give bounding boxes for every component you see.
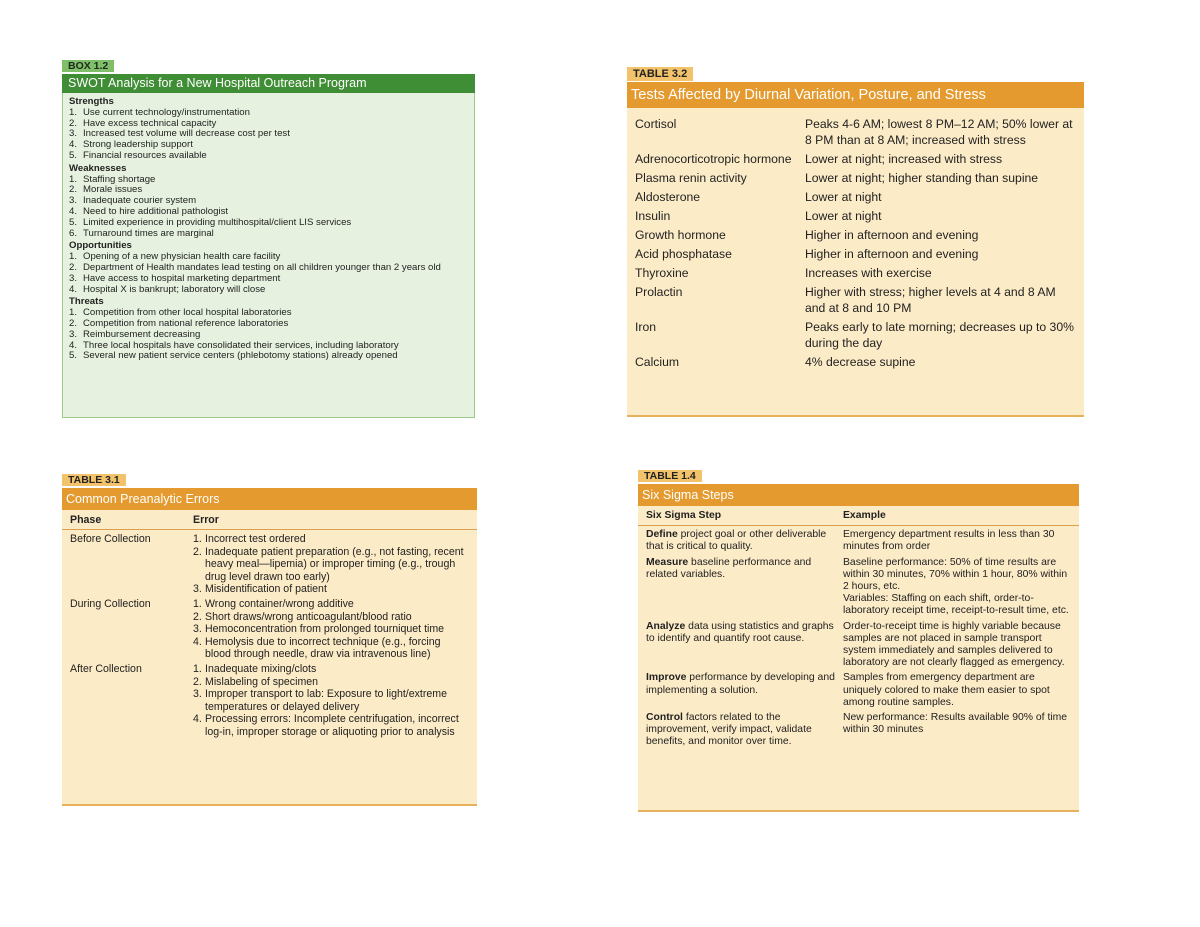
table-tag: TABLE 3.1 bbox=[62, 474, 126, 486]
example-text: Order-to-receipt time is highly variable because samples are not placed in sample transport system immediately and samples delivered to laboratory are not clearly flagged as emergency. bbox=[843, 620, 1065, 669]
item-number: 3. bbox=[193, 688, 202, 701]
item-number: 4. bbox=[69, 339, 78, 351]
test-name: Insulin bbox=[635, 209, 671, 223]
item-number: 3. bbox=[69, 195, 78, 207]
list-item bbox=[69, 151, 468, 162]
swot-list bbox=[69, 175, 468, 240]
example-text: Emergency department results in less than 30 minutes from order bbox=[843, 529, 1055, 553]
error-cell bbox=[193, 598, 477, 660]
list-item bbox=[193, 663, 469, 675]
column-header-error: Error bbox=[193, 514, 219, 526]
table-groups bbox=[62, 533, 477, 738]
item-number: 2. bbox=[193, 545, 202, 558]
item-number: 4. bbox=[69, 205, 78, 217]
table-title: Common Preanalytic Errors bbox=[62, 488, 477, 510]
list-item bbox=[193, 713, 469, 738]
item-number: 3. bbox=[193, 623, 202, 636]
list-item bbox=[69, 218, 468, 229]
table-row bbox=[635, 354, 1078, 370]
example-text: New performance: Results available 90% of time within 30 minutes bbox=[843, 712, 1068, 736]
list-item bbox=[69, 274, 468, 285]
list-item bbox=[193, 583, 469, 595]
item-text: Misidentification of patient bbox=[205, 583, 327, 596]
item-number: 2. bbox=[69, 261, 78, 273]
table-row bbox=[638, 672, 1079, 709]
table-tag: TABLE 3.2 bbox=[627, 67, 693, 81]
table-row bbox=[638, 621, 1079, 670]
step-cell bbox=[646, 557, 843, 618]
table-row bbox=[635, 319, 1078, 351]
table-row bbox=[635, 208, 1078, 224]
six-sigma-table bbox=[638, 466, 1079, 812]
test-name: Thyroxine bbox=[635, 266, 689, 280]
item-number: 4. bbox=[193, 713, 202, 726]
step-description: data using statistics and graphs to identify and quantify root cause. bbox=[646, 620, 834, 644]
step-keyword: Analyze bbox=[646, 620, 686, 632]
item-text: Mislabeling of specimen bbox=[205, 675, 319, 688]
item-number: 1. bbox=[193, 663, 202, 676]
list-item bbox=[193, 688, 469, 713]
item-number: 3. bbox=[69, 328, 78, 340]
test-name: Aldosterone bbox=[635, 190, 701, 204]
error-cell bbox=[193, 663, 477, 737]
item-number: 3. bbox=[69, 128, 78, 140]
step-keyword: Define bbox=[646, 529, 678, 541]
table-row bbox=[638, 712, 1079, 749]
error-cell bbox=[193, 533, 477, 595]
step-cell bbox=[646, 712, 843, 749]
table-row bbox=[635, 170, 1078, 186]
step-description: performance by developing and implementing a solution. bbox=[646, 672, 835, 696]
swot-section-heading: Strengths bbox=[69, 96, 114, 107]
table-row bbox=[62, 533, 477, 595]
item-text: Turnaround times are marginal bbox=[83, 227, 214, 239]
table-row bbox=[62, 663, 477, 737]
item-text: Inadequate courier system bbox=[83, 195, 197, 207]
item-text: Hospital X is bankrupt; laboratory will close bbox=[83, 283, 266, 295]
step-keyword: Control bbox=[646, 712, 683, 724]
item-number: 6. bbox=[69, 227, 78, 239]
item-number: 4. bbox=[69, 139, 78, 151]
item-text: Staffing shortage bbox=[83, 173, 156, 185]
six-sigma-table-body bbox=[638, 506, 1079, 812]
swot-section-heading: Opportunities bbox=[69, 240, 132, 252]
item-number: 4. bbox=[69, 283, 78, 295]
item-text: Short draws/wrong anticoagulant/blood ratio bbox=[205, 610, 412, 623]
test-effect: Higher with stress; higher levels at 4 and 8 AM and at 8 and 10 PM bbox=[805, 285, 1056, 315]
item-number: 5. bbox=[69, 216, 78, 228]
table-row bbox=[638, 557, 1079, 618]
item-text: Competition from other local hospital laboratories bbox=[83, 307, 292, 319]
table-title: Tests Affected by Diurnal Variation, Posture, and Stress bbox=[627, 82, 1084, 108]
item-text: Processing errors: Incomplete centrifugation, incorrect log-in, improper storage or aliquoting prior to analysis bbox=[205, 713, 459, 738]
step-description: baseline performance and related variables. bbox=[646, 556, 812, 580]
test-effect: Increases with exercise bbox=[805, 266, 932, 280]
item-number: 5. bbox=[69, 149, 78, 161]
table-header-row bbox=[638, 506, 1079, 526]
item-text: Hemolysis due to incorrect technique (e.g., forcing blood through needle, draw via intravenous line) bbox=[205, 635, 441, 661]
swot-body bbox=[62, 93, 475, 418]
step-cell bbox=[646, 621, 843, 670]
item-text: Inadequate patient preparation (e.g., not fasting, recent heavy meal—lipemia) or improper timing (e.g., trough drug level drawn too early) bbox=[205, 545, 464, 583]
item-text: Three local hospitals have consolidated their services, including laboratory bbox=[83, 339, 399, 351]
list-item bbox=[193, 533, 469, 545]
item-text: Have access to hospital marketing department bbox=[83, 272, 281, 284]
item-text: Use current technology/instrumentation bbox=[83, 106, 250, 118]
list-item bbox=[193, 611, 469, 623]
table-row bbox=[635, 151, 1078, 167]
example-cell bbox=[843, 557, 1079, 618]
preanalytic-table-body bbox=[62, 510, 477, 806]
item-number: 2. bbox=[69, 117, 78, 129]
test-name: Acid phosphatase bbox=[635, 247, 732, 261]
item-number: 1. bbox=[69, 251, 78, 263]
step-description: project goal or other deliverable that is critical to quality. bbox=[646, 529, 827, 553]
test-effect: Lower at night bbox=[805, 190, 882, 204]
item-text: Need to hire additional pathologist bbox=[83, 205, 229, 217]
item-text: Several new patient service centers (phlebotomy stations) already opened bbox=[83, 350, 398, 362]
box-tag: BOX 1.2 bbox=[62, 60, 114, 72]
table-row bbox=[62, 598, 477, 660]
table-row bbox=[638, 529, 1079, 553]
swot-list bbox=[69, 308, 468, 362]
table-row bbox=[635, 265, 1078, 281]
test-effect: Lower at night bbox=[805, 209, 882, 223]
list-item bbox=[69, 330, 468, 341]
list-item bbox=[193, 676, 469, 688]
list-item bbox=[193, 598, 469, 610]
list-item bbox=[193, 623, 469, 635]
item-text: Financial resources available bbox=[83, 149, 207, 161]
item-text: Competition from national reference laboratories bbox=[83, 317, 289, 329]
test-effect: Peaks 4-6 AM; lowest 8 PM–12 AM; 50% lower at 8 PM than at 8 AM; increased with stress bbox=[805, 117, 1073, 147]
swot-section-heading: Threats bbox=[69, 296, 104, 308]
diurnal-table bbox=[627, 64, 1084, 417]
table-tag: TABLE 1.4 bbox=[638, 470, 702, 482]
item-number: 1. bbox=[69, 106, 78, 118]
list-item bbox=[69, 229, 468, 240]
table-row bbox=[635, 189, 1078, 205]
list-item bbox=[69, 108, 468, 119]
item-number: 2. bbox=[69, 317, 78, 329]
column-header-step: Six Sigma Step bbox=[646, 510, 722, 521]
list-item bbox=[193, 636, 469, 661]
item-text: Hemoconcentration from prolonged tourniquet time bbox=[205, 623, 445, 636]
column-header-phase: Phase bbox=[70, 514, 102, 526]
diurnal-table-body bbox=[627, 108, 1084, 417]
test-name: Cortisol bbox=[635, 117, 677, 131]
item-text: Wrong container/wrong additive bbox=[205, 598, 354, 611]
test-effect: 4% decrease supine bbox=[805, 355, 916, 369]
item-number: 1. bbox=[69, 307, 78, 319]
item-number: 2. bbox=[193, 675, 202, 688]
test-effect: Lower at night; increased with stress bbox=[805, 152, 1003, 166]
swot-box bbox=[62, 56, 475, 418]
table-row bbox=[635, 227, 1078, 243]
item-number: 1. bbox=[193, 598, 202, 611]
test-effect: Higher in afternoon and evening bbox=[805, 228, 979, 242]
example-text: Baseline performance: 50% of time results are within 30 minutes, 70% within 1 hour, 80% within 2 hours, etc. bbox=[843, 556, 1068, 593]
item-text: Limited experience in providing multihospital/client LIS services bbox=[83, 216, 352, 228]
item-number: 3. bbox=[69, 272, 78, 284]
step-keyword: Measure bbox=[646, 556, 689, 568]
example-cell bbox=[843, 621, 1079, 670]
test-name: Prolactin bbox=[635, 285, 683, 299]
item-number: 5. bbox=[69, 350, 78, 362]
example-cell bbox=[843, 672, 1079, 709]
swot-list bbox=[69, 108, 468, 162]
step-cell bbox=[646, 672, 843, 709]
test-effect: Lower at night; higher standing than supine bbox=[805, 171, 1039, 185]
item-number: 1. bbox=[193, 533, 202, 546]
table-row bbox=[635, 284, 1078, 316]
table-rows bbox=[638, 529, 1079, 748]
test-effect: Higher in afternoon and evening bbox=[805, 247, 979, 261]
item-number: 2. bbox=[69, 184, 78, 196]
test-name: Adrenocorticotropic hormone bbox=[635, 152, 792, 166]
preanalytic-errors-table bbox=[62, 470, 477, 806]
item-number: 3. bbox=[193, 583, 202, 596]
table-title: Six Sigma Steps bbox=[638, 484, 1079, 506]
list-item bbox=[69, 351, 468, 362]
item-text: Opening of a new physician health care facility bbox=[83, 251, 281, 263]
table-row bbox=[635, 116, 1078, 148]
example-cell bbox=[843, 529, 1079, 553]
item-text: Have excess technical capacity bbox=[83, 117, 217, 129]
item-text: Strong leadership support bbox=[83, 139, 193, 151]
test-name: Calcium bbox=[635, 355, 680, 369]
list-item bbox=[69, 285, 468, 296]
item-text: Improper transport to lab: Exposure to light/extreme temperatures or delayed delivery bbox=[205, 688, 448, 713]
item-text: Morale issues bbox=[83, 184, 143, 196]
item-number: 1. bbox=[69, 173, 78, 185]
step-keyword: Improve bbox=[646, 672, 687, 684]
swot-list bbox=[69, 252, 468, 295]
test-name: Plasma renin activity bbox=[635, 171, 747, 185]
test-name: Growth hormone bbox=[635, 228, 726, 242]
item-text: Incorrect test ordered bbox=[205, 533, 306, 546]
example-cell bbox=[843, 712, 1079, 749]
test-name: Iron bbox=[635, 320, 657, 334]
column-header-example: Example bbox=[843, 510, 886, 521]
item-text: Reimbursement decreasing bbox=[83, 328, 201, 340]
item-text: Department of Health mandates lead testing on all children younger than 2 years old bbox=[83, 261, 441, 273]
example-text: Samples from emergency department are uniquely colored to make them easier to spot among routine samples. bbox=[843, 672, 1050, 708]
swot-section-heading: Weaknesses bbox=[69, 162, 127, 174]
item-text: Inadequate mixing/clots bbox=[205, 663, 317, 676]
item-number: 2. bbox=[193, 610, 202, 623]
table-header-row bbox=[62, 510, 477, 530]
step-description: factors related to the improvement, verify impact, validate benefits, and monitor over time. bbox=[646, 712, 812, 748]
example-text: Variables: Staffing on each shift, order-to-laboratory receipt time, receipt-to-result time, etc. bbox=[843, 593, 1069, 617]
test-effect: Peaks early to late morning; decreases up to 30% during the day bbox=[805, 320, 1074, 350]
box-title: SWOT Analysis for a New Hospital Outreach Program bbox=[62, 74, 475, 93]
list-item bbox=[193, 546, 469, 583]
phase-cell: Before Collection bbox=[70, 533, 151, 546]
phase-cell: During Collection bbox=[70, 598, 151, 611]
step-cell bbox=[646, 529, 843, 553]
item-number: 4. bbox=[193, 635, 202, 648]
phase-cell: After Collection bbox=[70, 663, 142, 676]
item-text: Increased test volume will decrease cost per test bbox=[83, 128, 290, 140]
table-row bbox=[635, 246, 1078, 262]
